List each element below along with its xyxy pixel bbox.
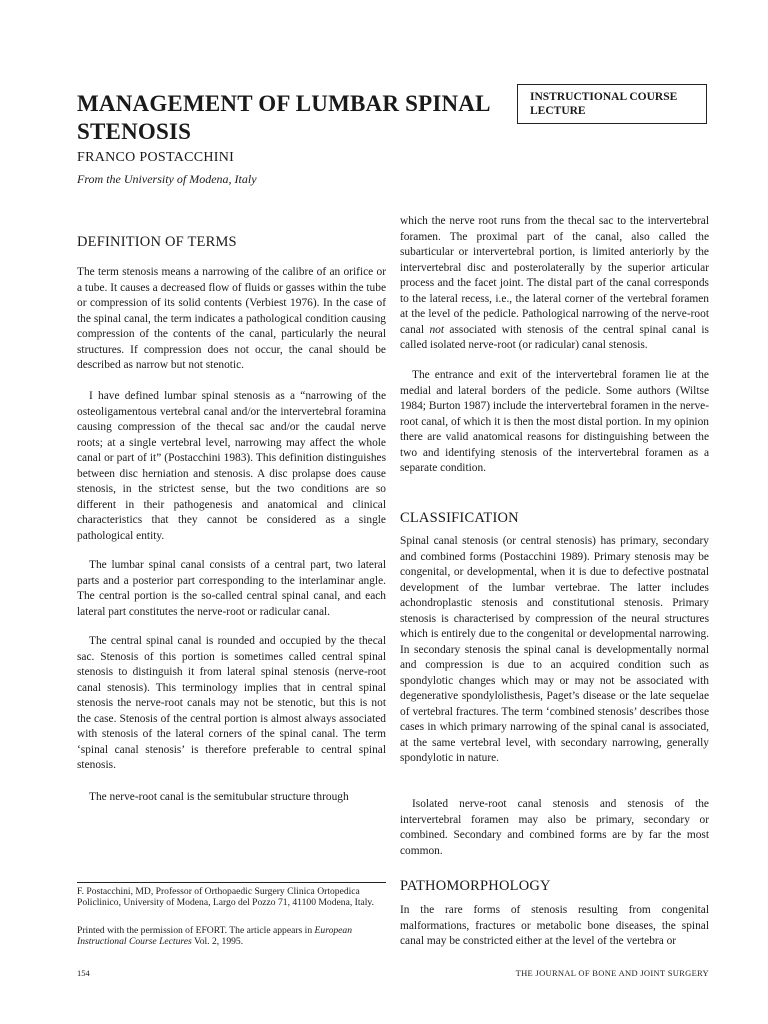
paragraph — [400, 214, 709, 354]
paragraph: Spinal canal stenosis (or central stenosis) has primary, secondary and combined forms (Postacchini 1989). Primary stenosis may be congenital, or developmental, when it is due to defective postnatal development of the lumbar vertebrae. The latter includes achondroplastic stenosis and constitutional stenosis. Primary stenosis is characterised by compression of the neural structures which is entirely due to the congenital or developmental narrowing. In secondary stenosis the spinal canal is developmentally normal and compression is due to an acquired condition such as spondylotic changes which may or may not be associated with degenerative spondylolisthesis, Paget’s disease or the late sequelae of vertebral fractures. The term ‘combined stenosis’ describes those cases in which primary narrowing of the spinal canal is associated, at the same vertebral level, with secondary narrowing, generally spondylotic in nature. — [400, 535, 709, 764]
instructional-course-lecture-box: INSTRUCTIONAL COURSE LECTURE — [517, 84, 707, 124]
paragraph: I have defined lumbar spinal stenosis as a “narrowing of the osteoligamentous vertebral canal and/or the intervertebral foramina causing compression of the thecal sac and/or the caudal nerve roots; at a single vertebral level, narrowing may affect the whole canal or part of it” (Postacchini 1983). This definition distinguishes between disc herniation and stenosis. A disc prolapse does cause stenosis, in the strictest sense, but the two conditions are so different in their pathogenesis and anatomical and clinical characteristics that they cannot be considered as a single pathological entity. — [77, 390, 386, 542]
author-affiliation: From the University of Modena, Italy — [77, 172, 257, 186]
footnote-text: Printed with the permission of EFORT. The article appears in — [77, 925, 313, 936]
permission-footnote — [77, 925, 386, 947]
article-title: MANAGEMENT OF LUMBAR SPINAL STENOSIS — [77, 91, 490, 144]
footnote-journal-title: European Instructional Course Lectures — [77, 925, 353, 947]
paragraph: The central spinal canal is rounded and occupied by the thecal sac. Stenosis of this portion is sometimes called central spinal stenosis to distinguish it from lateral spinal stenosis (nerve-root canal stenosis). This terminology implies that in central spinal stenosis the nerve-root canals may not be stenotic, but this is not the case. Stenosis of the central portion is almost always associated with stenosis of the lateral corners of the spinal canal. The term ‘spinal canal stenosis’ is therefore preferable to central spinal stenosis. — [77, 635, 386, 771]
paragraph-text: which the nerve root runs from the thecal sac to the intervertebral foramen. The proximal part of the canal, also called the subarticular or intervertebral portion, is limited anteriorly by the intervertebral disc and posterolaterally by the superior articular process and the facet joint. The distal part of the canal corresponds to the lateral recess, i.e., the lateral corner of the vertebral foramen at the level of the pedicle. Pathological narrowing of the nerve-root canal — [400, 215, 709, 336]
page-number: 154 — [77, 968, 90, 978]
emphasis-text: not — [429, 323, 444, 336]
footnote-text: Vol. 2, 1995. — [194, 936, 244, 947]
paragraph: Isolated nerve-root canal stenosis and stenosis of the intervertebral foramen may also be primary, secondary or combined. Secondary and combined forms are by far the most common. — [400, 798, 709, 857]
paragraph: The nerve-root canal is the semitubular structure through — [89, 791, 349, 803]
section-heading-definition: DEFINITION OF TERMS — [77, 234, 237, 250]
section-heading-classification: CLASSIFICATION — [400, 510, 519, 526]
paragraph: In the rare forms of stenosis resulting from congenital malformations, fractures or metabolic bone diseases, the spinal canal may be constricted either at the level of the vertebra or — [400, 904, 709, 947]
paragraph: The entrance and exit of the intervertebral foramen lie at the medial and lateral borders of the pedicle. Some authors (Wiltse 1984; Burton 1987) include the intervertebral foramen in the nerve-root canal, of which it is then the most distal portion. In my opinion there are valid anatomical reasons for distinguishing between the two and identifying stenosis of the intervertebral foramen as a separate condition. — [400, 369, 709, 474]
paragraph: The lumbar spinal canal consists of a central part, two lateral parts and a posterior part corresponding to the interlaminar angle. The central portion is the so-called central spinal canal, and each lateral part constitutes the nerve-root or radicular canal. — [77, 559, 386, 618]
author-name: FRANCO POSTACCHINI — [77, 150, 235, 165]
journal-name: THE JOURNAL OF BONE AND JOINT SURGERY — [515, 968, 709, 978]
paragraph: The term stenosis means a narrowing of the calibre of an orifice or a tube. It causes a decreased flow of fluids or gasses within the tube or compression of its solid contents (Verbiest 1976). In the case of the spinal canal, the term indicates a pathological condition causing compression of the contents of the canal, particularly the neural structures. If compression does not occur, the canal should be described as narrow but not stenotic. — [77, 266, 386, 371]
footnote-divider — [77, 882, 386, 883]
paragraph-text: associated with stenosis of the central spinal canal is called isolated nerve-root (or radicular) canal stenosis. — [400, 323, 709, 351]
author-footnote: F. Postacchini, MD, Professor of Orthopaedic Surgery Clinica Ortopedica Policlinico, University of Modena, Largo del Pozzo 71, 41100 Modena, Italy. — [77, 886, 374, 908]
section-heading-pathomorphology: PATHOMORPHOLOGY — [400, 878, 551, 894]
